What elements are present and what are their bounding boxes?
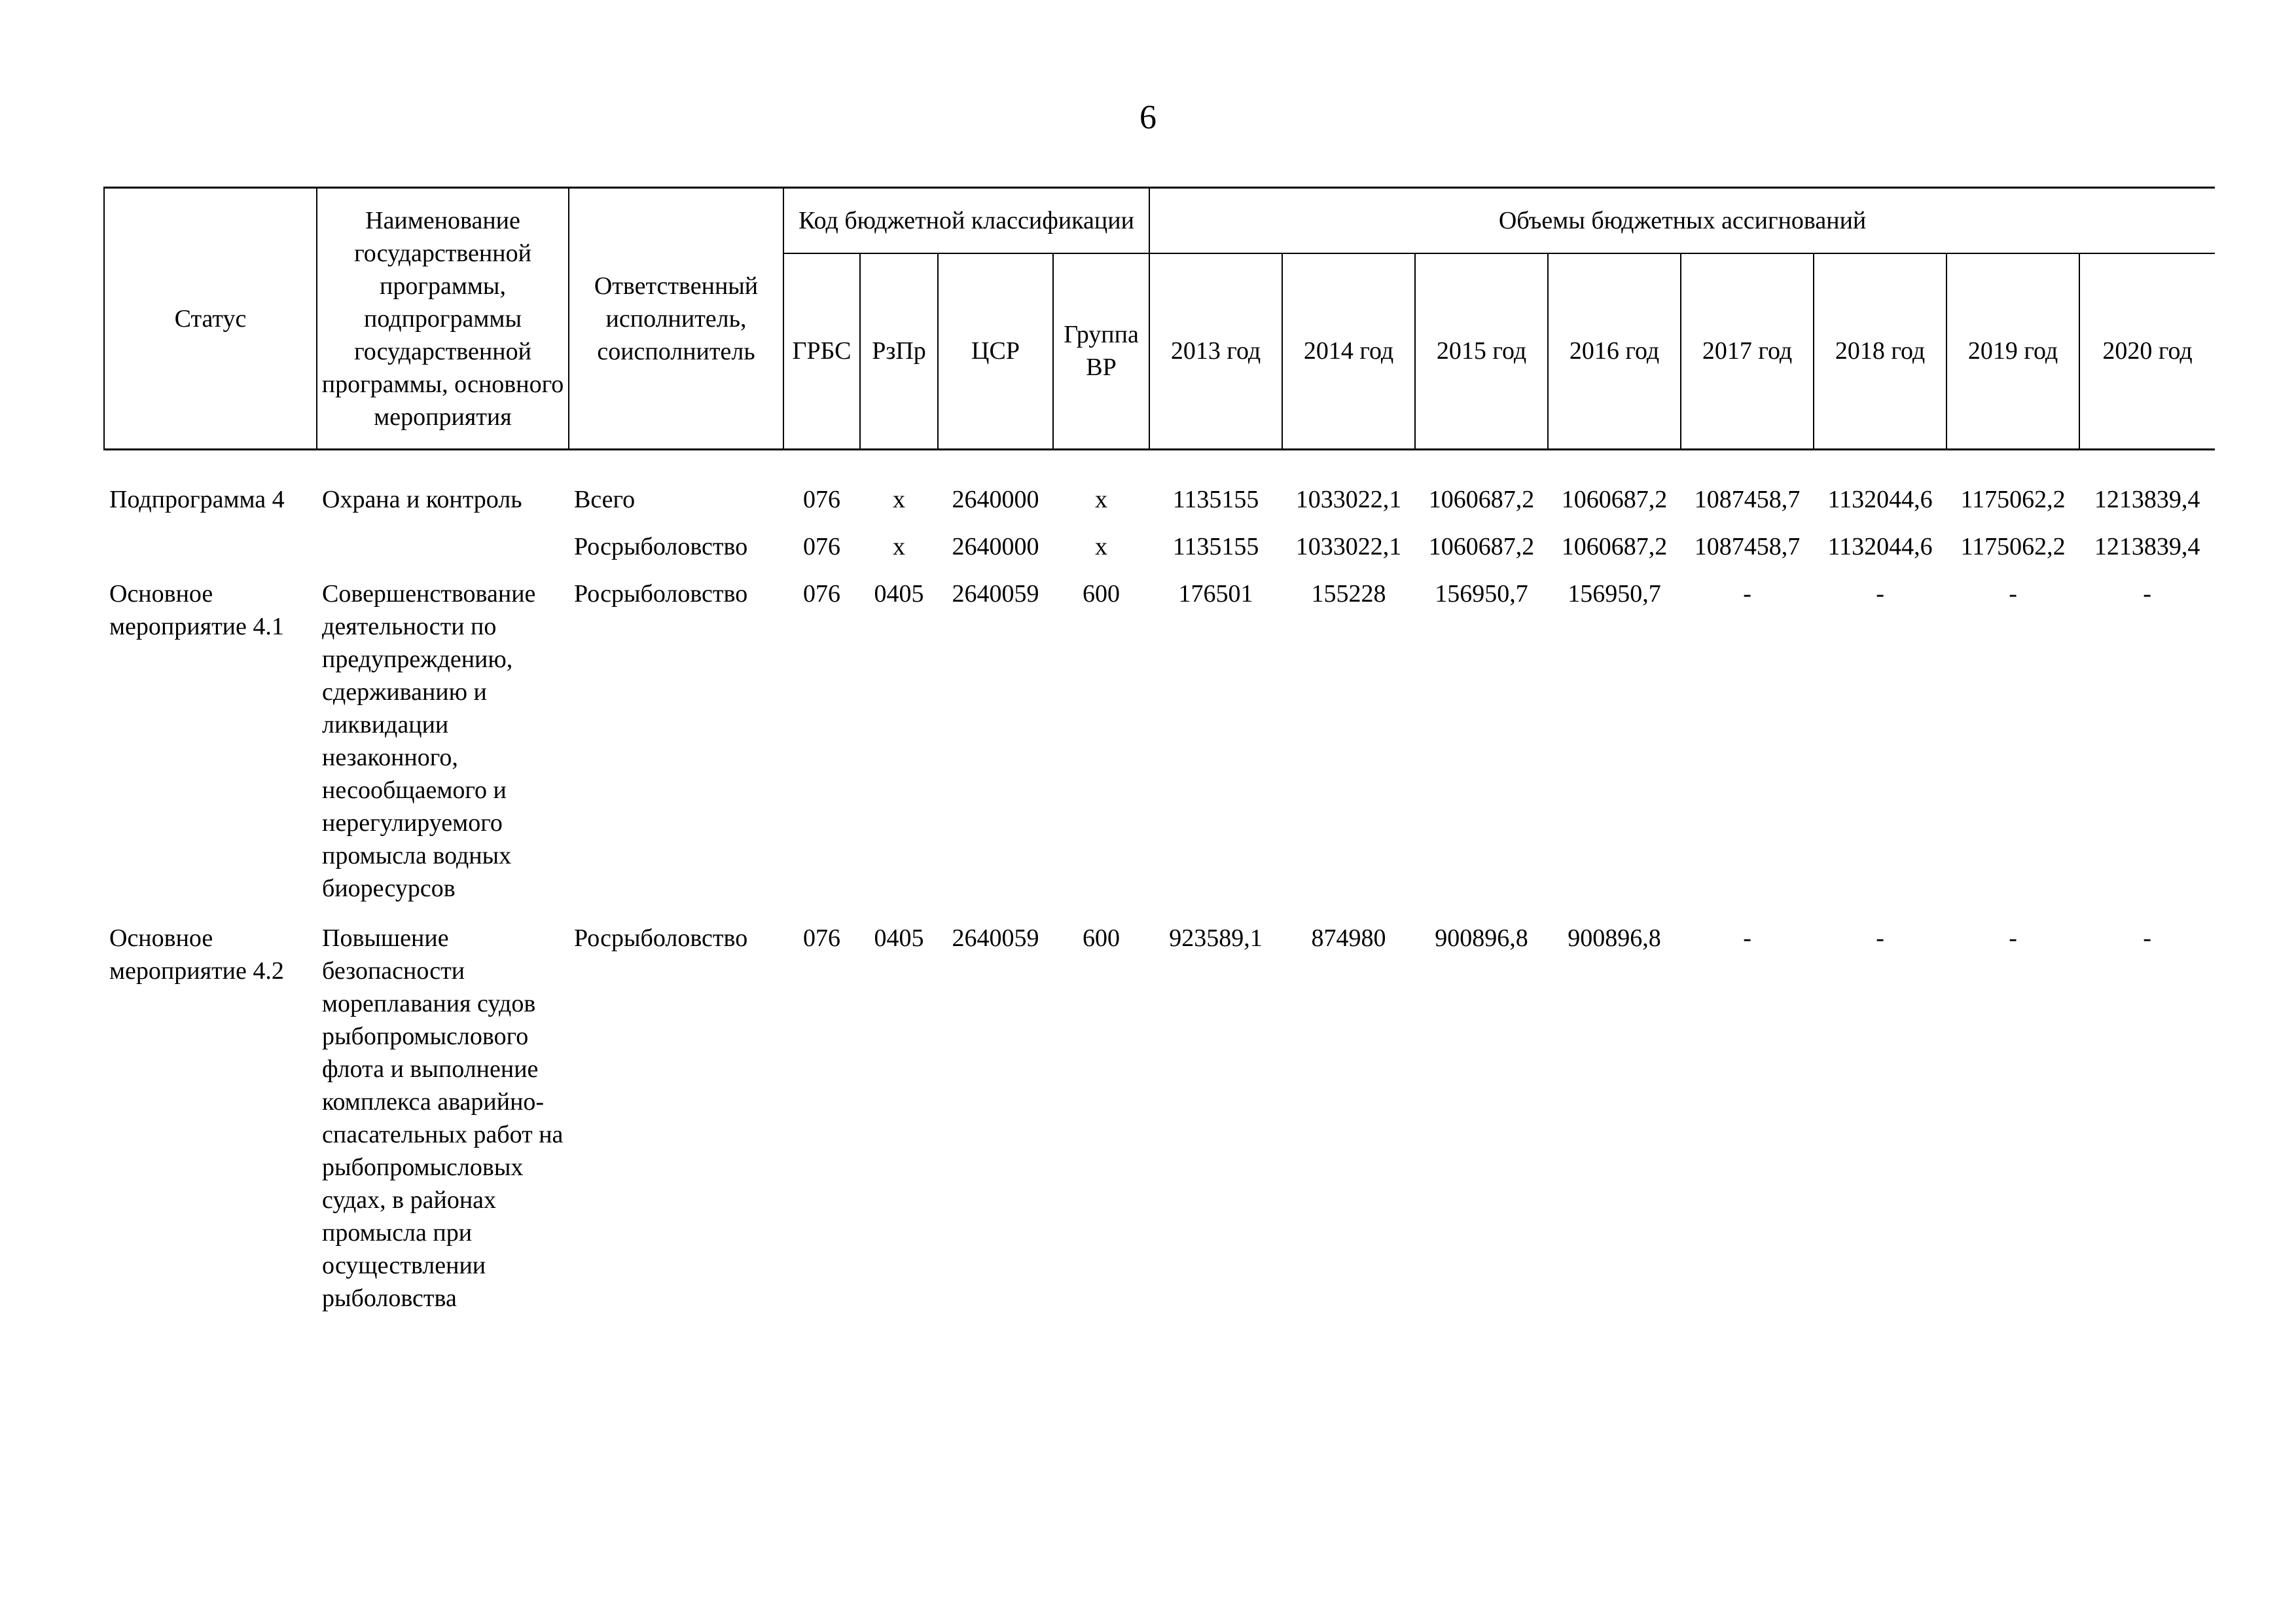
row-executor: Росрыболовство (574, 924, 748, 952)
row-executor: Всего (574, 486, 636, 513)
row-rzpr: х (893, 486, 905, 513)
header-grbs: ГРБС (783, 253, 860, 450)
row-csr: 2640000 (952, 533, 1039, 560)
row-value: 1132044,6 (1827, 486, 1933, 513)
header-vr: Группа ВР (1053, 253, 1149, 450)
row-status (104, 530, 317, 577)
row-vr: 600 (1083, 580, 1121, 608)
row-value: 1087458,7 (1694, 486, 1801, 513)
page-number: 6 (1139, 99, 1157, 136)
table-row (104, 577, 2215, 922)
row-value: 1175062,2 (1960, 533, 2066, 560)
row-value: 1060687,2 (1561, 533, 1668, 560)
row-value: 1135155 (1172, 533, 1259, 560)
header-status: Статус (104, 188, 317, 450)
header-name: Наименование государственной программы, подпрограммы государственной программы, основного мероприятия (317, 188, 569, 450)
header-executor: Ответственный исполнитель, соисполнитель (569, 188, 783, 450)
row-vr: х (1095, 486, 1108, 513)
header-year: 2020 год (2079, 253, 2215, 450)
row-value: 1033022,1 (1295, 486, 1402, 513)
row-value: - (1876, 580, 1884, 608)
row-value: 156950,7 (1568, 580, 1661, 608)
row-value: 1060687,2 (1561, 486, 1668, 513)
row-value: 900896,8 (1568, 924, 1661, 952)
row-vr: х (1095, 533, 1108, 560)
row-value: - (2143, 580, 2151, 608)
header-volumes-group: Объемы бюджетных ассигнований (1149, 188, 2215, 253)
row-status: Основное мероприятие 4.1 (109, 580, 284, 640)
budget-table (103, 187, 2215, 1315)
row-grbs: 076 (803, 486, 840, 513)
row-value: - (1743, 580, 1751, 608)
header-year: 2017 год (1681, 253, 1814, 450)
row-value: 1060687,2 (1428, 533, 1535, 560)
row-value: - (1743, 924, 1751, 952)
row-value: 923589,1 (1169, 924, 1263, 952)
row-name: Совершенствование деятельности по предупреждению, сдерживанию и ликвидации незаконного, несообщаемого и нерегулируемого промысла водных биоресурсов (322, 580, 536, 902)
header-code-group: Код бюджетной классификации (783, 188, 1149, 253)
row-value: 1175062,2 (1960, 486, 2066, 513)
header-year: 2019 год (1946, 253, 2079, 450)
row-rzpr: 0405 (874, 924, 924, 952)
row-value: - (1876, 924, 1884, 952)
row-name: Повышение безопасности мореплавания судов рыбопромыслового флота и выполнение комплекса аварийно-спасательных работ на рыбопромысловых судах, в районах промысла при осуществлении рыболовства (322, 924, 564, 1312)
row-grbs: 076 (803, 924, 840, 952)
row-value: 1060687,2 (1428, 486, 1535, 513)
table-row (104, 483, 2215, 530)
header-rzpr: РзПр (860, 253, 938, 450)
row-grbs: 076 (803, 580, 840, 608)
table-row (104, 530, 2215, 577)
row-executor: Росрыболовство (574, 533, 748, 560)
row-csr: 2640000 (952, 486, 1039, 513)
row-value: 156950,7 (1435, 580, 1528, 608)
row-value: 1135155 (1172, 486, 1259, 513)
header-year: 2016 год (1548, 253, 1681, 450)
row-rzpr: 0405 (874, 580, 924, 608)
row-csr: 2640059 (952, 580, 1039, 608)
row-value: 900896,8 (1435, 924, 1528, 952)
header-csr: ЦСР (938, 253, 1053, 450)
header-year: 2014 год (1282, 253, 1415, 450)
row-value: - (2009, 580, 2017, 608)
row-executor: Росрыболовство (574, 580, 748, 608)
row-vr: 600 (1083, 924, 1121, 952)
row-value: 176501 (1178, 580, 1253, 608)
row-value: 874980 (1311, 924, 1386, 952)
row-grbs: 076 (803, 533, 840, 560)
row-csr: 2640059 (952, 924, 1039, 952)
row-value: 1033022,1 (1295, 533, 1402, 560)
row-value: 1087458,7 (1694, 533, 1801, 560)
row-status: Основное мероприятие 4.2 (109, 924, 284, 985)
row-value: 1213839,4 (2094, 486, 2200, 513)
header-year: 2013 год (1149, 253, 1282, 450)
header-year: 2015 год (1415, 253, 1548, 450)
row-name (317, 530, 569, 577)
header-year: 2018 год (1814, 253, 1946, 450)
row-name: Охрана и контроль (322, 486, 522, 513)
table-row (104, 922, 2215, 1315)
row-value: 155228 (1311, 580, 1386, 608)
row-value: 1213839,4 (2094, 533, 2200, 560)
row-rzpr: х (893, 533, 905, 560)
row-value: - (2143, 924, 2151, 952)
row-value: 1132044,6 (1827, 533, 1933, 560)
row-status: Подпрограмма 4 (109, 486, 285, 513)
row-value: - (2009, 924, 2017, 952)
